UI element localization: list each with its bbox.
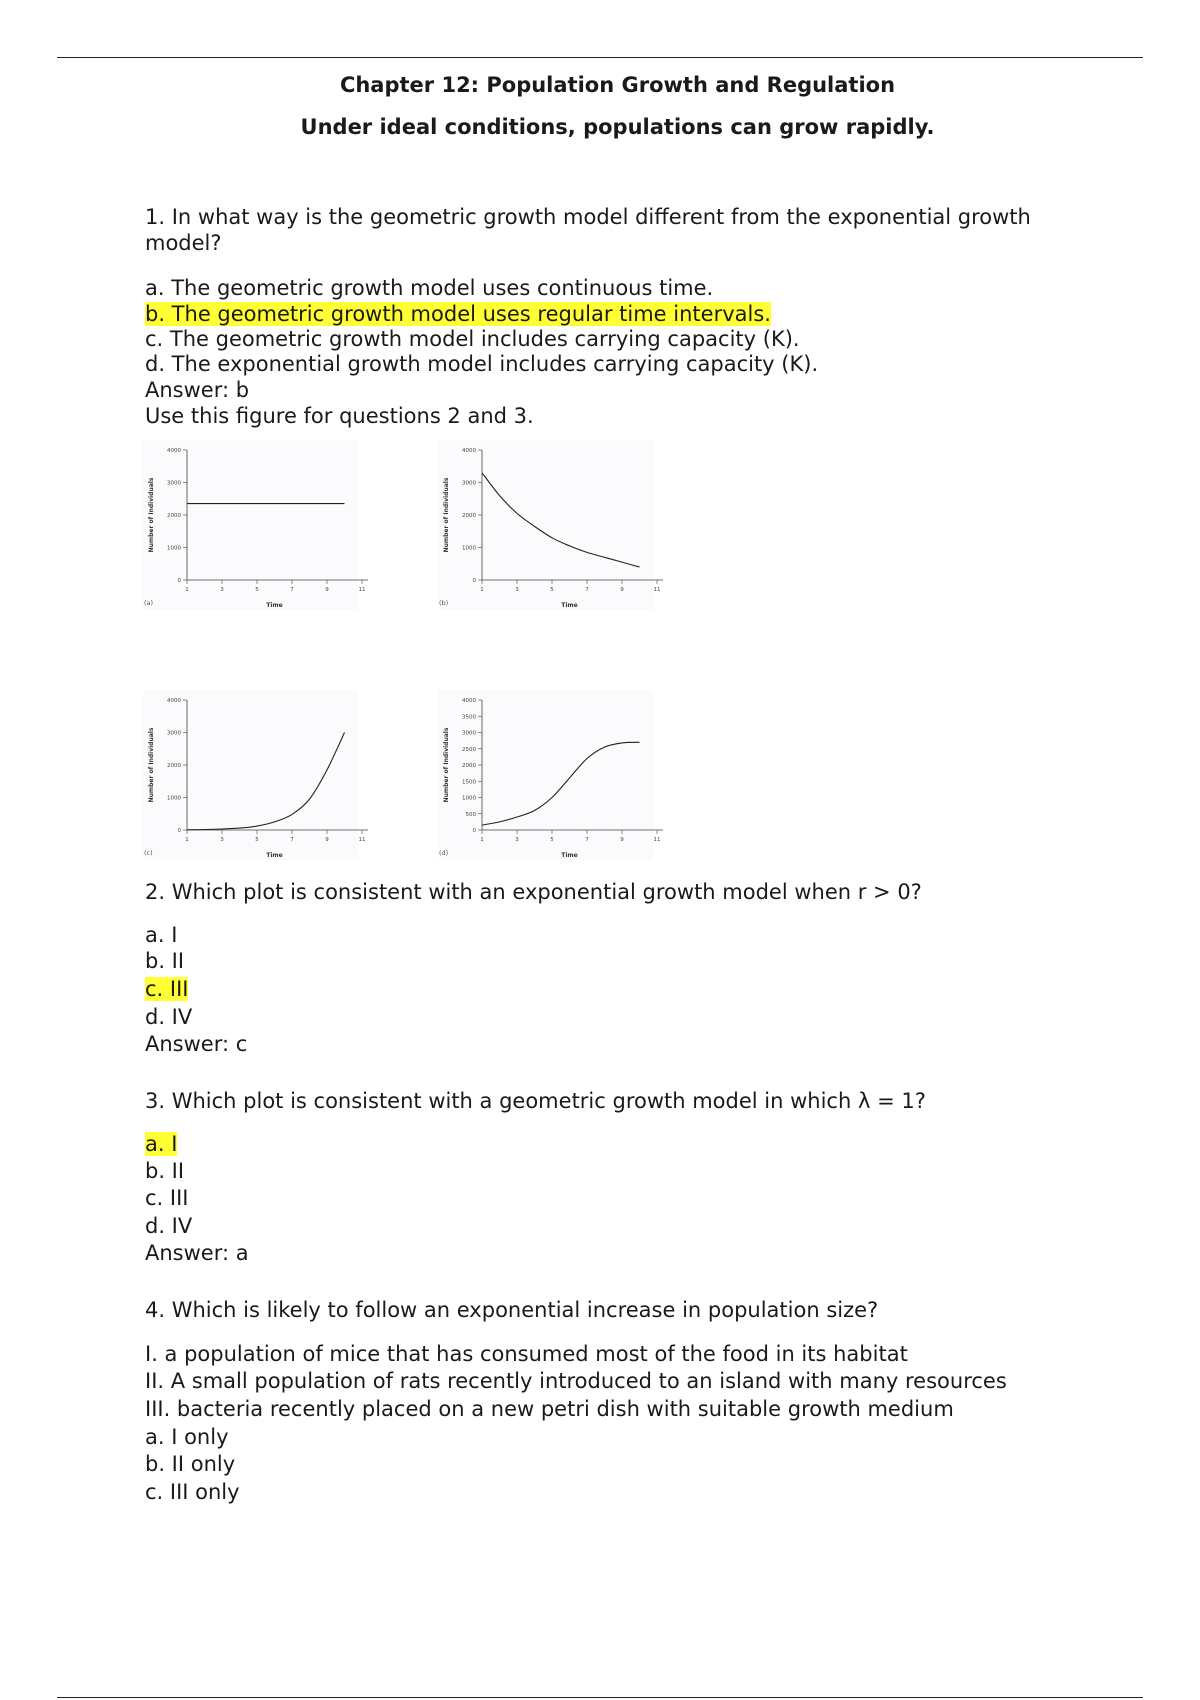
y-axis-label: Number of Individuals [148,727,155,803]
x-tick-label: 7 [585,587,589,593]
y-tick-label: 1000 [167,545,181,552]
q2-answer: Answer: c [145,1032,248,1056]
y-axis-label: Number of Individuals [443,477,450,553]
x-tick-label: 7 [585,837,589,843]
panel-background [143,440,358,610]
y-tick-label: 1000 [462,795,476,802]
x-tick-label: 3 [220,587,224,593]
q3-option-d: d. IV [145,1214,193,1238]
y-tick-label: 500 [465,811,476,818]
y-tick-label: 4000 [167,448,181,454]
q2-option-d: d. IV [145,1005,193,1029]
x-axis-label: Time [561,602,578,609]
figure-intro: Use this figure for questions 2 and 3. [145,404,534,428]
q4-question: 4. Which is likely to follow an exponential increase in population size? [145,1298,879,1322]
q4-option-c: c. III only [145,1480,240,1504]
q3-answer: Answer: a [145,1241,249,1265]
top-rule [57,57,1143,58]
q1-option-b-highlight: b. The geometric growth model uses regular time intervals. [145,302,771,326]
chapter-title: Chapter 12: Population Growth and Regulation [339,73,896,97]
y-tick-label: 1000 [167,795,181,802]
chart-panel-3 [143,690,368,860]
y-tick-label: 2000 [462,513,476,519]
y-tick-label: 2500 [462,746,476,753]
q1-option-a: a. The geometric growth model uses continuous time. [145,276,714,300]
q4-statement-1: I. a population of mice that has consumed most of the food in its habitat [145,1342,908,1366]
q1-question-line2: model? [145,231,222,255]
x-tick-label: 11 [358,837,366,843]
chart-panel-1 [143,440,368,610]
panel-background [143,690,358,860]
y-tick-label: 2000 [462,763,476,769]
q2-option-b: b. II [145,949,185,973]
y-tick-label: 3000 [462,480,476,487]
panel-label: (c) [144,849,153,857]
q4-statement-3: III. bacteria recently placed on a new petri dish with suitable growth medium [145,1397,954,1421]
y-tick-label: 0 [472,828,476,834]
y-tick-label: 3000 [167,730,181,737]
q1-answer: Answer: b [145,378,250,402]
chart-panel-2 [438,440,663,610]
bottom-rule [57,1697,1143,1698]
x-tick-label: 1 [185,587,189,593]
x-tick-label: 3 [515,587,519,593]
q3-option-a [145,1131,177,1157]
y-tick-label: 1000 [462,545,476,552]
y-tick-label: 2000 [167,763,181,769]
x-tick-label: 7 [290,587,294,593]
section-title: Under ideal conditions, populations can grow rapidly. [300,115,935,139]
x-tick-label: 5 [255,587,259,593]
q2-option-c [145,976,188,1002]
q3-option-b: b. II [145,1159,185,1183]
q2-option-a: a. I [145,923,178,947]
q2-option-c-highlight: c. III [145,977,189,1001]
y-tick-label: 0 [472,578,476,584]
y-tick-label: 3000 [167,480,181,487]
panel-background [438,440,653,610]
q1-option-b [145,301,771,327]
y-tick-label: 1500 [462,779,476,786]
y-tick-label: 4000 [462,448,476,454]
x-tick-label: 11 [358,587,366,593]
x-tick-label: 1 [185,837,189,843]
x-tick-label: 9 [620,587,624,593]
y-tick-label: 3500 [462,714,476,721]
y-axis-label: Number of Individuals [443,727,450,803]
x-tick-label: 9 [620,837,624,843]
panel-label: (b) [439,599,449,607]
x-tick-label: 5 [255,837,259,843]
x-tick-label: 1 [480,587,484,593]
x-tick-label: 9 [325,587,329,593]
q4-option-a: a. I only [145,1425,229,1449]
q4-option-b: b. II only [145,1452,236,1476]
q4-statement-2: II. A small population of rats recently introduced to an island with many resources [145,1369,1007,1393]
q3-option-a-highlight: a. I [145,1132,178,1156]
x-tick-label: 7 [290,837,294,843]
y-tick-label: 0 [177,828,181,834]
y-tick-label: 4000 [167,698,181,704]
x-tick-label: 5 [550,837,554,843]
panel-label: (a) [144,599,154,607]
x-tick-label: 1 [480,837,484,843]
x-tick-label: 9 [325,837,329,843]
x-axis-label: Time [266,852,283,859]
q2-question: 2. Which plot is consistent with an exponential growth model when r > 0? [145,880,922,904]
x-tick-label: 11 [653,837,661,843]
y-tick-label: 4000 [462,698,476,704]
q1-question-line1: 1. In what way is the geometric growth model different from the exponential growth [145,205,1031,229]
population-figure [143,440,693,865]
y-axis-label: Number of Individuals [148,477,155,553]
q1-option-c: c. The geometric growth model includes carrying capacity (K). [145,327,800,351]
q1-option-d: d. The exponential growth model includes carrying capacity (K). [145,352,819,376]
x-tick-label: 3 [220,837,224,843]
y-tick-label: 0 [177,578,181,584]
x-tick-label: 3 [515,837,519,843]
chart-panel-4 [438,690,663,860]
q3-option-c: c. III [145,1186,189,1210]
panel-label: (d) [439,849,449,857]
x-axis-label: Time [266,602,283,609]
y-tick-label: 2000 [167,513,181,519]
y-tick-label: 3000 [462,730,476,737]
q3-question: 3. Which plot is consistent with a geometric growth model in which λ = 1? [145,1089,926,1113]
x-tick-label: 5 [550,587,554,593]
x-tick-label: 11 [653,587,661,593]
x-axis-label: Time [561,852,578,859]
